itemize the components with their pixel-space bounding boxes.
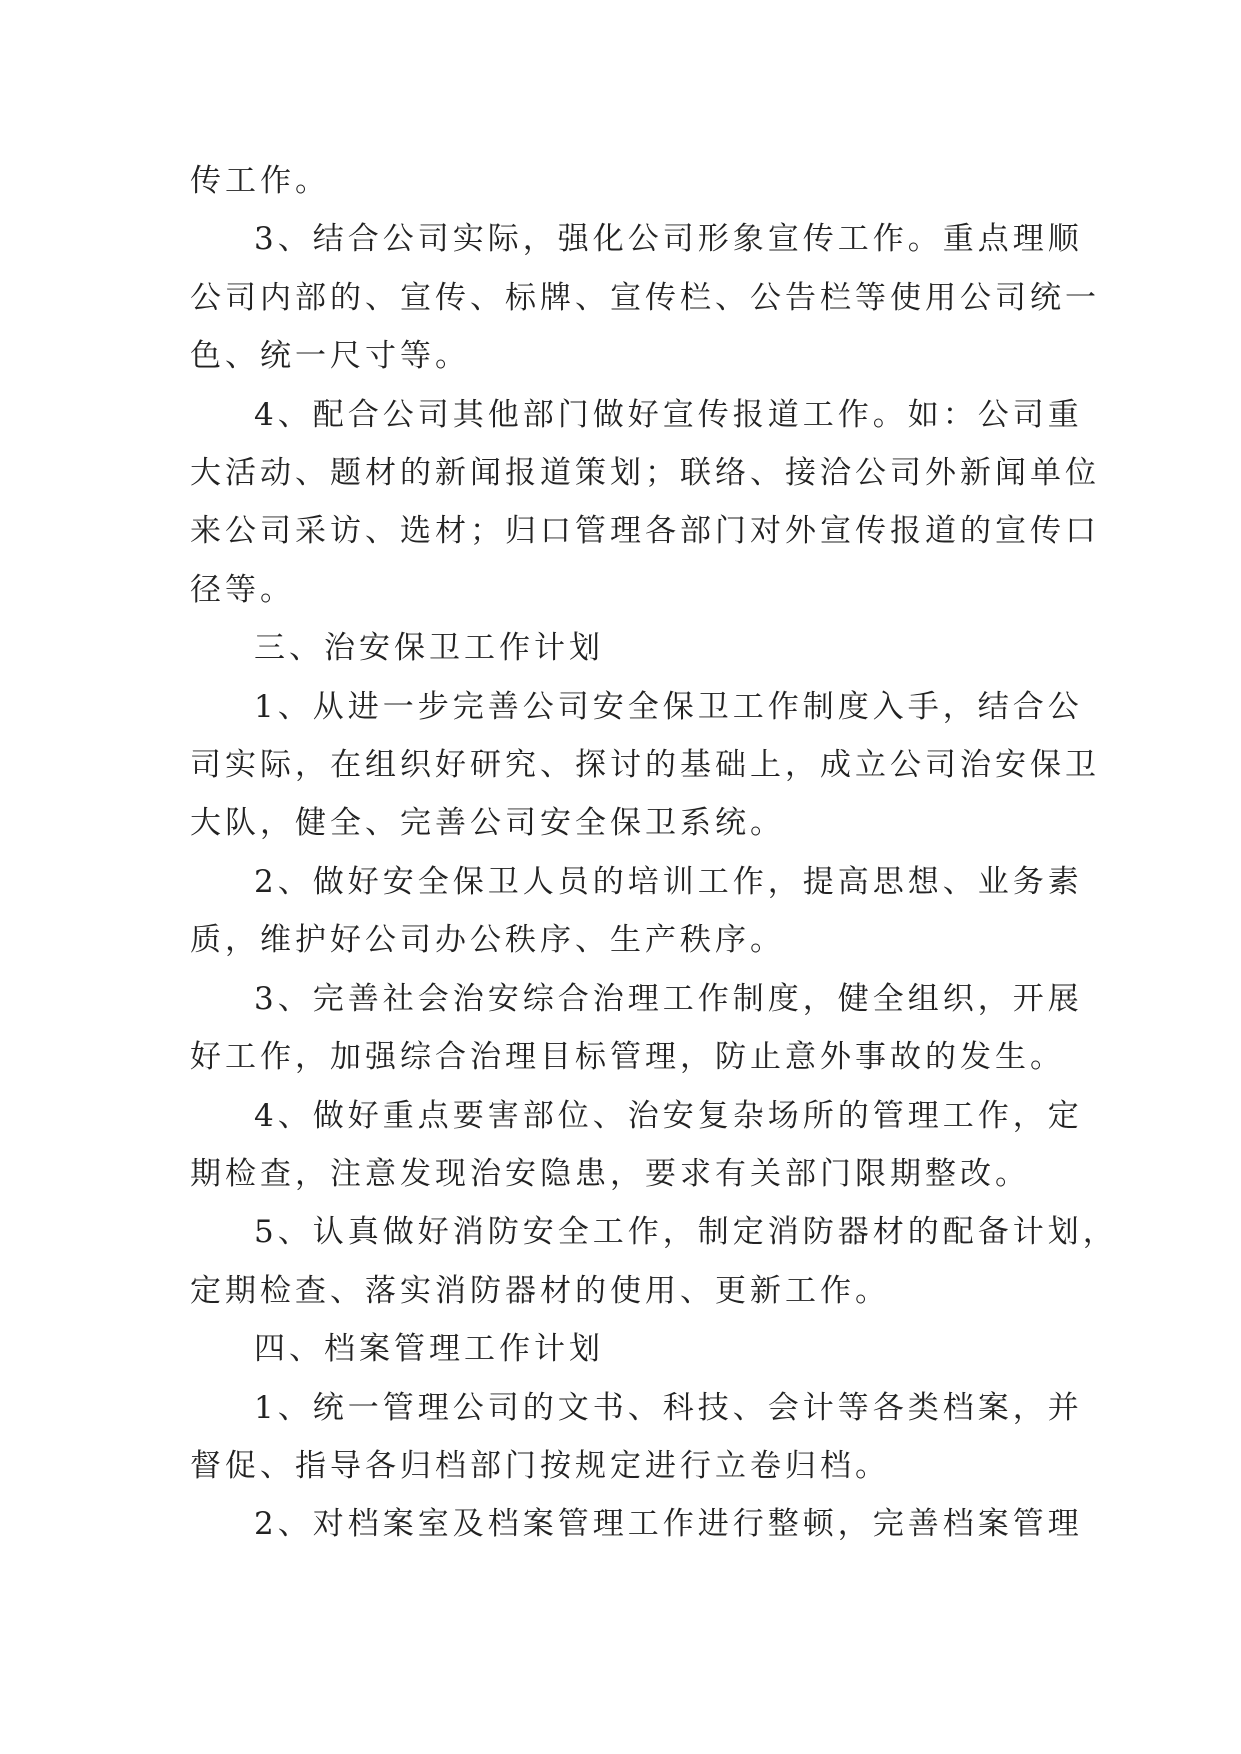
- text-line: 督促、指导各归档部门按规定进行立卷归档。: [190, 1447, 890, 1484]
- text-line: 质，维护好公司办公秩序、生产秩序。: [190, 922, 785, 959]
- section-heading: 三、治安保卫工作计划: [254, 630, 604, 667]
- text-line: 2、对档案室及档案管理工作进行整顿，完善档案管理: [254, 1506, 1083, 1543]
- text-line: 公司内部的、宣传、标牌、宣传栏、公告栏等使用公司统一: [190, 279, 1100, 316]
- text-line: 定期检查、落实消防器材的使用、更新工作。: [190, 1272, 890, 1309]
- document-body: [190, 152, 1118, 1554]
- text-line: 4、配合公司其他部门做好宣传报道工作。如：公司重: [254, 396, 1083, 433]
- text-line: 4、做好重点要害部位、治安复杂场所的管理工作，定: [254, 1097, 1083, 1134]
- text-line: 期检查，注意发现治安隐患，要求有关部门限期整改。: [190, 1155, 1030, 1192]
- text-line: 3、完善社会治安综合治理工作制度，健全组织，开展: [254, 980, 1083, 1017]
- text-line: 来公司采访、选材；归口管理各部门对外宣传报道的宣传口: [190, 513, 1100, 550]
- text-line: 大活动、题材的新闻报道策划；联络、接洽公司外新闻单位: [190, 455, 1100, 492]
- text-line: 大队，健全、完善公司安全保卫系统。: [190, 805, 785, 842]
- text-line: 3、结合公司实际，强化公司形象宣传工作。重点理顺: [254, 221, 1083, 258]
- text-line: 好工作，加强综合治理目标管理，防止意外事故的发生。: [190, 1039, 1065, 1076]
- text-line: 1、统一管理公司的文书、科技、会计等各类档案，并: [254, 1389, 1083, 1426]
- text-line: 1、从进一步完善公司安全保卫工作制度入手，结合公: [254, 688, 1083, 725]
- text-line: 传工作。: [190, 163, 330, 199]
- section-heading: 四、档案管理工作计划: [254, 1331, 604, 1368]
- text-line: 2、做好安全保卫人员的培训工作，提高思想、业务素: [254, 863, 1083, 900]
- text-line: 径等。: [190, 571, 295, 608]
- text-line: 色、统一尺寸等。: [190, 338, 470, 375]
- text-line: 5、认真做好消防安全工作，制定消防器材的配备计划，: [254, 1214, 1118, 1251]
- text-line: 司实际，在组织好研究、探讨的基础上，成立公司治安保卫: [190, 747, 1100, 784]
